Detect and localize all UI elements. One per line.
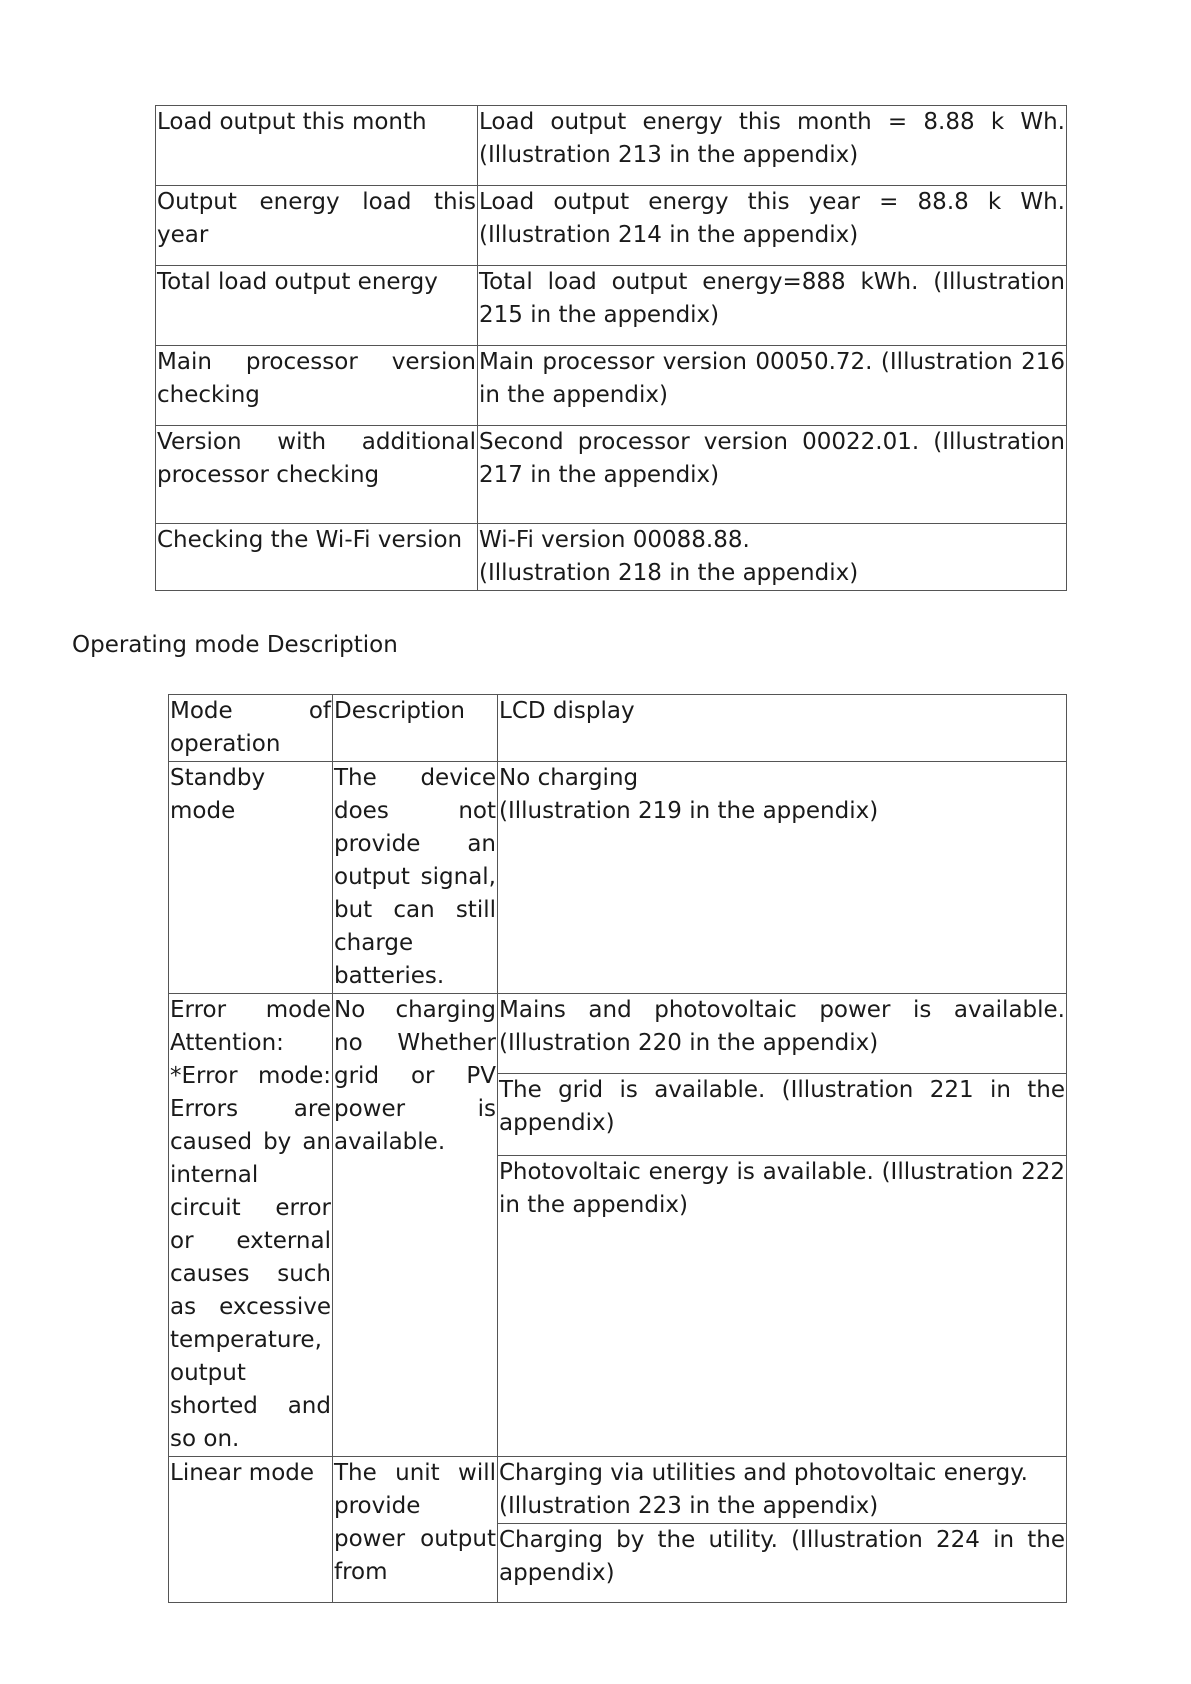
row-value: Second processor version 00022.01. (Illustration 217 in the appendix) — [478, 426, 1067, 524]
table-row-standby — [169, 762, 1067, 994]
row-value: Main processor version 00050.72. (Illustration 216 in the appendix) — [478, 346, 1067, 426]
lcd-cell: Charging by the utility. (Illustration 224 in the appendix) — [498, 1524, 1067, 1603]
mode-cell: Error mode Attention: *Error mode: Errors are caused by an internal circuit error or external causes such as excessive temperature, output shorted and so on. — [169, 994, 333, 1457]
table-row — [156, 186, 1067, 266]
row-value — [478, 524, 1067, 591]
operating-modes-table — [168, 694, 1067, 1603]
lcd-cell: Photovoltaic energy is available. (Illustration 222 in the appendix) — [498, 1155, 1067, 1456]
lcd-cell: Mains and photovoltaic power is available. (Illustration 220 in the appendix) — [498, 994, 1067, 1074]
row-label: Output energy load this year — [156, 186, 478, 266]
lcd-cell — [498, 1457, 1067, 1524]
row-label: Version with additional processor checking — [156, 426, 478, 524]
row-label: Main processor version checking — [156, 346, 478, 426]
lcd-cell: The grid is available. (Illustration 221 in the appendix) — [498, 1074, 1067, 1155]
table-row-linear — [169, 1457, 1067, 1524]
header-lcd: LCD display — [498, 695, 1067, 762]
table-row — [156, 106, 1067, 186]
row-value: Total load output energy=888 kWh. (Illustration 215 in the appendix) — [478, 266, 1067, 346]
row-label: Load output this month — [156, 106, 478, 186]
table-row — [156, 524, 1067, 591]
description-cell: The unit will provide power output from — [333, 1457, 498, 1603]
table-row-error — [169, 994, 1067, 1074]
table-row — [156, 266, 1067, 346]
lcd-line: (Illustration 223 in the appendix) — [499, 1493, 879, 1519]
mode-cell: Standby mode — [169, 762, 333, 994]
row-label: Total load output energy — [156, 266, 478, 346]
header-description: Description — [333, 695, 498, 762]
row-value-line: (Illustration 218 in the appendix) — [479, 560, 859, 586]
mode-cell: Linear mode — [169, 1457, 333, 1603]
row-label: Checking the Wi-Fi version — [156, 524, 478, 591]
table-row — [156, 346, 1067, 426]
lcd-line: Charging via utilities and photovoltaic energy. — [499, 1460, 1028, 1486]
lcd-line: (Illustration 219 in the appendix) — [499, 798, 879, 824]
description-cell: The device does not provide an output signal, but can still charge batteries. — [333, 762, 498, 994]
table-row — [156, 426, 1067, 524]
table-header-row — [169, 695, 1067, 762]
header-mode: Mode of operation — [169, 695, 333, 762]
row-value-line: Wi-Fi version 00088.88. — [479, 527, 750, 553]
lcd-line: No charging — [499, 765, 639, 791]
lcd-cell — [498, 762, 1067, 994]
row-value: Load output energy this year = 88.8 k Wh. (Illustration 214 in the appendix) — [478, 186, 1067, 266]
load-info-table — [155, 105, 1067, 591]
section-heading: Operating mode Description — [72, 632, 398, 658]
row-value: Load output energy this month = 8.88 k Wh. (Illustration 213 in the appendix) — [478, 106, 1067, 186]
description-cell: No charging no Whether grid or PV power is available. — [333, 994, 498, 1457]
